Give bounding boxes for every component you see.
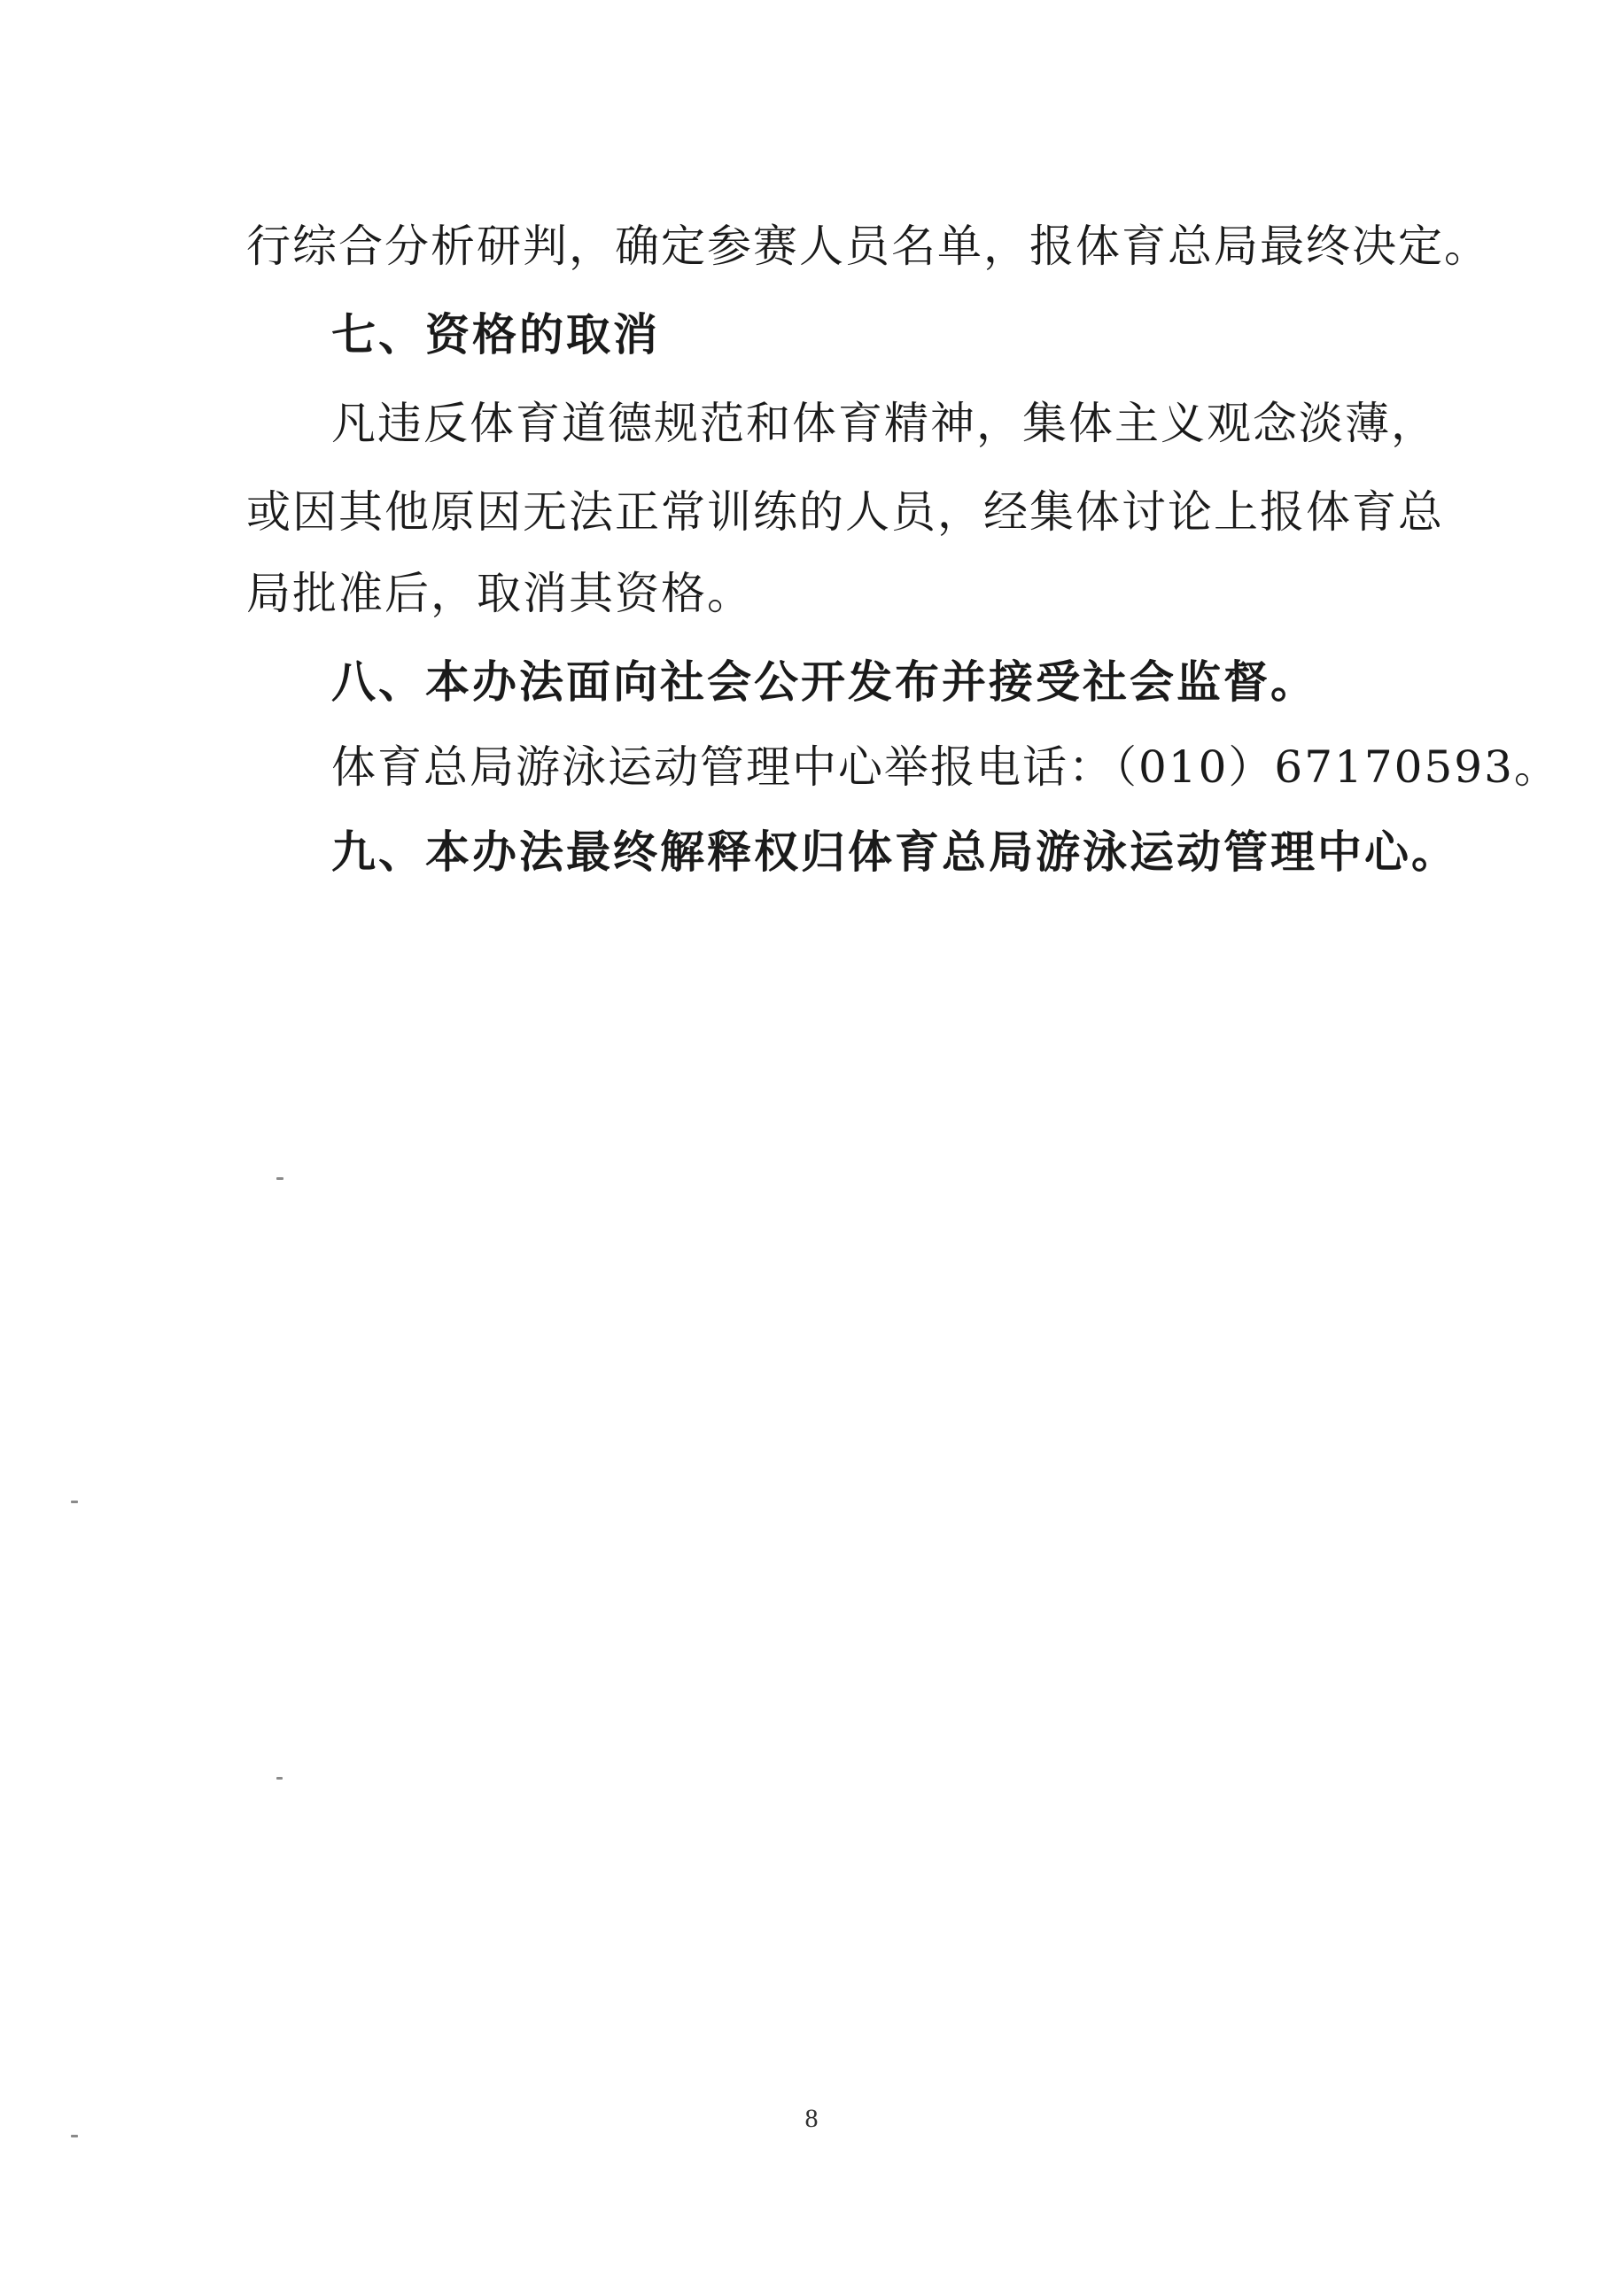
scan-speck	[71, 2135, 78, 2137]
scan-speck	[276, 1777, 283, 1780]
paragraph-line: 局批准后，取消其资格。	[246, 568, 753, 619]
section-heading-7: 七、资格的取消	[331, 309, 660, 361]
paragraph-line: 或因其他原因无法正常训练的人员，经集体讨论上报体育总	[246, 486, 1444, 538]
section-heading-9: 九、本办法最终解释权归体育总局游泳运动管理中心。	[331, 826, 1458, 878]
scan-speck	[276, 1177, 283, 1180]
page-number: 8	[804, 2104, 819, 2133]
paragraph-continuation-line: 行综合分析研判，确定参赛人员名单，报体育总局最终决定。	[246, 221, 1490, 272]
paragraph-line: 凡违反体育道德规范和体育精神，集体主义观念淡薄，	[331, 398, 1437, 449]
hotline-line: 体育总局游泳运动管理中心举报电话：（010）67170593。	[331, 741, 1560, 793]
section-heading-8: 八、本办法面向社会公开发布并接受社会监督。	[331, 656, 1317, 708]
scan-speck	[71, 1501, 78, 1503]
